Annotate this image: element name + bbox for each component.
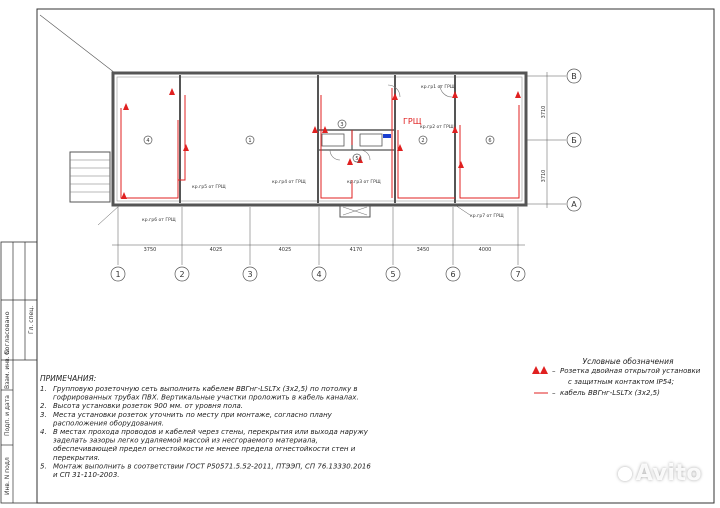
svg-text:4025: 4025 (209, 247, 223, 253)
note-line: заделать зазоры легко удаляемой массой из несгораемого материала, (53, 436, 318, 445)
stamp-sign-date: Подп. и дата (4, 395, 11, 436)
outlet-icon (347, 158, 353, 165)
svg-text:4170: 4170 (349, 247, 363, 253)
legend-title: Условные обозначения (582, 357, 674, 366)
room-number: 3 (340, 122, 344, 128)
floor-plan (70, 73, 526, 217)
svg-text:4000: 4000 (478, 247, 492, 253)
svg-text:кр.гр1 от ГРЩ: кр.гр1 от ГРЩ (421, 85, 455, 90)
legend (532, 357, 701, 397)
axis-label: В (571, 72, 577, 81)
room-number: 6 (488, 138, 492, 144)
avito-logo-icon (618, 467, 632, 481)
note-number: 4. (40, 428, 47, 436)
outlet-icon (532, 366, 540, 374)
outlet-icon (169, 88, 175, 95)
stamp-strip (1, 242, 37, 503)
room-number: 5 (355, 156, 359, 162)
axis-label: 3 (247, 270, 253, 279)
axis-label: А (571, 200, 577, 209)
axis-label: Б (571, 136, 577, 145)
note-line: В местах прохода проводов и кабелей через стены, перекрытия или выхода наружу (53, 428, 368, 436)
axis-label: 6 (450, 270, 456, 279)
stamp-tab-col: Гл. спец. (28, 305, 35, 334)
legend-item-cable: кабель ВВГнг-LSLTx (3x2,5) (560, 389, 660, 397)
door (330, 150, 340, 160)
equipment-box (322, 134, 344, 146)
outer-walls (113, 73, 526, 205)
svg-text:3450: 3450 (416, 247, 430, 253)
stamp-inv-no: Взам. инв. N (4, 350, 11, 389)
note-line: Высота установки розеток 900 мм. от уровня пола. (53, 402, 244, 411)
outlet-icon (121, 192, 127, 199)
note-number: 1. (40, 385, 47, 393)
svg-text:кр.гр5 от ГРЩ: кр.гр5 от ГРЩ (192, 185, 226, 190)
svg-text:3750: 3750 (143, 247, 157, 253)
svg-text:кр.гр4 от ГРЩ: кр.гр4 от ГРЩ (272, 180, 306, 185)
note-line: обеспечивающей предел огнестойкости не менее предела огнестойкости стен и (53, 445, 356, 454)
axis-label: 4 (316, 270, 322, 279)
svg-text:кр.гр2 от ГРЩ: кр.гр2 от ГРЩ (420, 125, 454, 130)
grp-tag: ГРЩ (403, 117, 422, 126)
notes-title: ПРИМЕЧАНИЯ: (40, 374, 97, 383)
axis-label: 1 (115, 270, 121, 279)
svg-text:с защитным контактом IP54;: с защитным контактом IP54; (568, 378, 675, 386)
note-line: перекрытия. (53, 453, 100, 462)
outlet-icon (123, 103, 129, 110)
note-number: 2. (40, 402, 47, 411)
outlet-icon (515, 91, 521, 98)
svg-text:кр.гр3 от ГРЩ: кр.гр3 от ГРЩ (347, 180, 381, 185)
room-number: 1 (248, 138, 252, 144)
note-line: и СП 31-110-2003. (53, 471, 120, 479)
axis-label: 7 (515, 270, 521, 279)
svg-text:3710: 3710 (541, 105, 547, 119)
door (360, 150, 370, 160)
outlet-icon (183, 144, 189, 151)
outlet-icon (392, 93, 398, 100)
svg-text:кр.гр6 от ГРЩ: кр.гр6 от ГРЩ (142, 218, 176, 223)
legend-item-outlet: Розетка двойная открытой установки (560, 367, 701, 375)
svg-text:–: – (552, 389, 556, 397)
note-line: Места установки розеток уточнить по месту при монтаже, согласно плану (53, 410, 332, 419)
avito-watermark (618, 461, 702, 486)
outlet-icon (458, 161, 464, 168)
stamp-inv-orig: Инв. N подл (4, 457, 11, 495)
porch-left (70, 152, 110, 202)
room-number: 2 (421, 138, 425, 144)
room-number: 4 (146, 138, 150, 144)
grp-panel (383, 134, 391, 138)
axis-label: 5 (390, 270, 396, 279)
notes-block (40, 374, 371, 479)
watermark-text: Avito (635, 461, 702, 486)
axis-right (526, 69, 581, 211)
svg-text:4025: 4025 (278, 247, 292, 253)
stamp-agreed: Согласовано (3, 311, 11, 355)
note-line: Групповую розеточную сеть выполнить кабелем ВВГнг-LSLTx (3x2,5) по потолку в (53, 385, 358, 393)
note-number: 3. (40, 410, 47, 419)
outlet-icon (452, 91, 458, 98)
svg-text:–: – (552, 367, 556, 375)
note-line: гофрированных трубах ПВХ. Вертикальные участки проложить в кабель каналах. (53, 393, 359, 402)
construction-line (40, 15, 115, 73)
svg-text:кр.гр7 от ГРЩ: кр.гр7 от ГРЩ (470, 214, 504, 219)
note-line: Монтаж выполнить в соответствии ГОСТ Р50571.5.52-2011, ПТЭЭП, СП 76.13330.2016 (53, 462, 371, 471)
svg-text:3710: 3710 (541, 169, 547, 183)
note-line: расположения оборудования. (53, 419, 164, 428)
axis-label: 2 (179, 270, 185, 279)
note-number: 5. (40, 462, 47, 471)
